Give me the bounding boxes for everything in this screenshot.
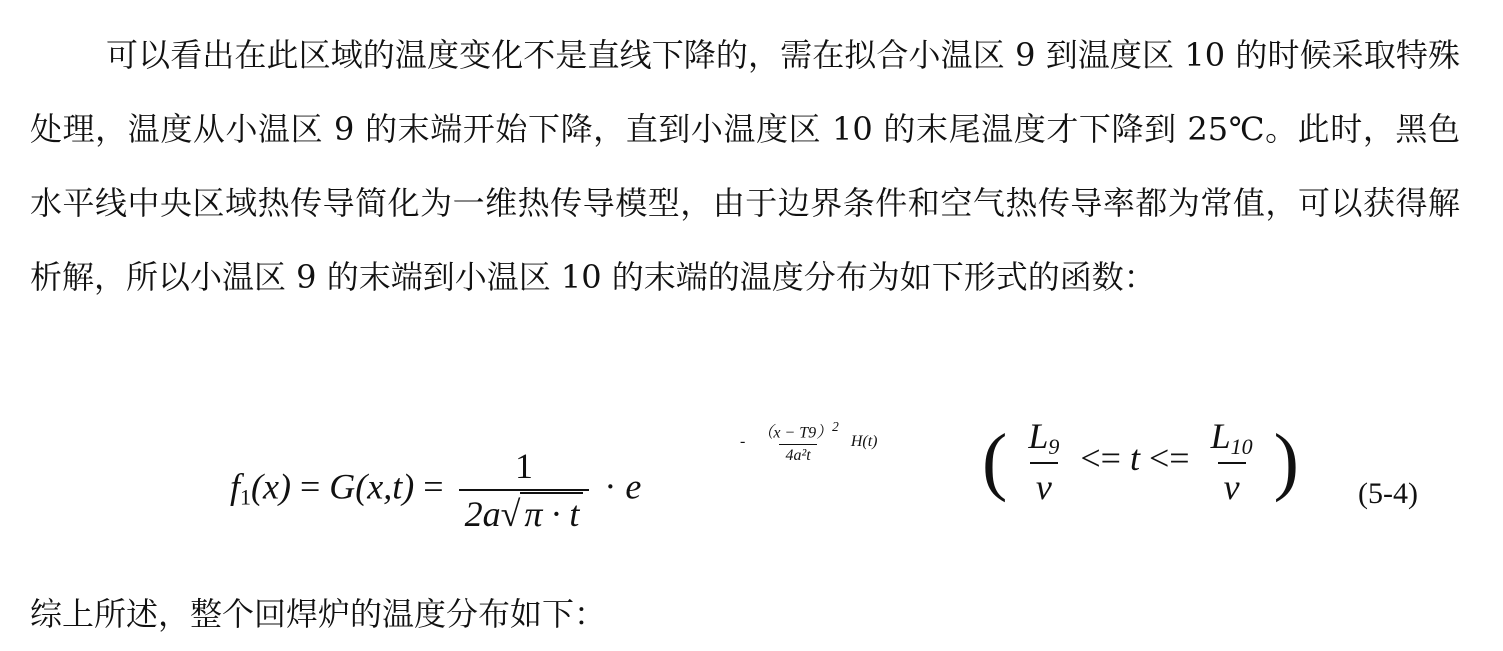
- eq-den-2a: 2a: [464, 494, 501, 534]
- sqrt-content: π · t: [520, 492, 583, 534]
- eq-equals-2: =: [423, 466, 444, 507]
- cond-t: t: [1129, 437, 1140, 478]
- cond-v1: v: [1030, 462, 1058, 508]
- cond-close-paren: ): [1273, 419, 1299, 503]
- eq-exponent: [740, 419, 877, 465]
- cond-L10-letter: L: [1210, 416, 1231, 456]
- cond-L10-sub: 10: [1230, 434, 1253, 459]
- body-paragraph: 可以看出在此区域的温度变化不是直线下降的，需在拟合小温区 9 到温度区 10 的时候采取特殊处理，温度从小温区 9 的末端开始下降，直到小温度区 10 的末尾温度才下降到 25℃。此时，黑色水平线中央区域热传导简化为一维热传导模型，由于边界条件和空气热传导率都为常值，可以获得解析解，所以小温区 9 的末端到小温区 10 的末端的温度分布为如下形式的函数：: [30, 36, 1460, 296]
- cond-le-2: <=: [1148, 437, 1190, 478]
- eq-f: f: [230, 466, 241, 507]
- cond-le-1: <=: [1080, 437, 1121, 478]
- equation-5-4: [230, 415, 1470, 534]
- eq-numerator: 1: [514, 446, 533, 486]
- sqrt-sign: √: [500, 494, 521, 534]
- eq-dot: ·: [604, 466, 617, 507]
- equation-number: (5-4): [1358, 477, 1418, 510]
- cond-frac-L9: [1022, 415, 1065, 508]
- exp-H: H(t): [850, 432, 878, 450]
- exp-minus: -: [740, 432, 746, 450]
- eq-G: G: [329, 466, 356, 507]
- exp-denominator: 4a²t: [779, 444, 816, 465]
- cond-open-paren: (: [982, 419, 1008, 503]
- cond-frac-L10: [1205, 415, 1259, 508]
- exp-square: 2: [832, 419, 839, 434]
- cond-L9-letter: L: [1028, 416, 1049, 456]
- exp-fraction: [751, 419, 844, 465]
- eq-denominator: [459, 489, 590, 535]
- exp-numerator: [751, 419, 844, 444]
- eq-e: e: [625, 466, 642, 507]
- cond-L9: [1022, 415, 1065, 462]
- summary-paragraph: 综上所述，整个回焊炉的温度分布如下：: [30, 595, 607, 633]
- exp-num-text: （x − T9）: [757, 424, 833, 442]
- cond-v2: v: [1218, 462, 1246, 508]
- cond-L10: [1205, 415, 1259, 462]
- cond-L9-sub: 9: [1048, 434, 1060, 459]
- eq-equals-1: =: [299, 466, 321, 507]
- eq-G-args: (x,t): [355, 466, 415, 507]
- eq-f-arg: (x): [251, 466, 291, 507]
- eq-f-subscript: 1: [240, 484, 252, 510]
- eq-main-fraction: [459, 445, 590, 535]
